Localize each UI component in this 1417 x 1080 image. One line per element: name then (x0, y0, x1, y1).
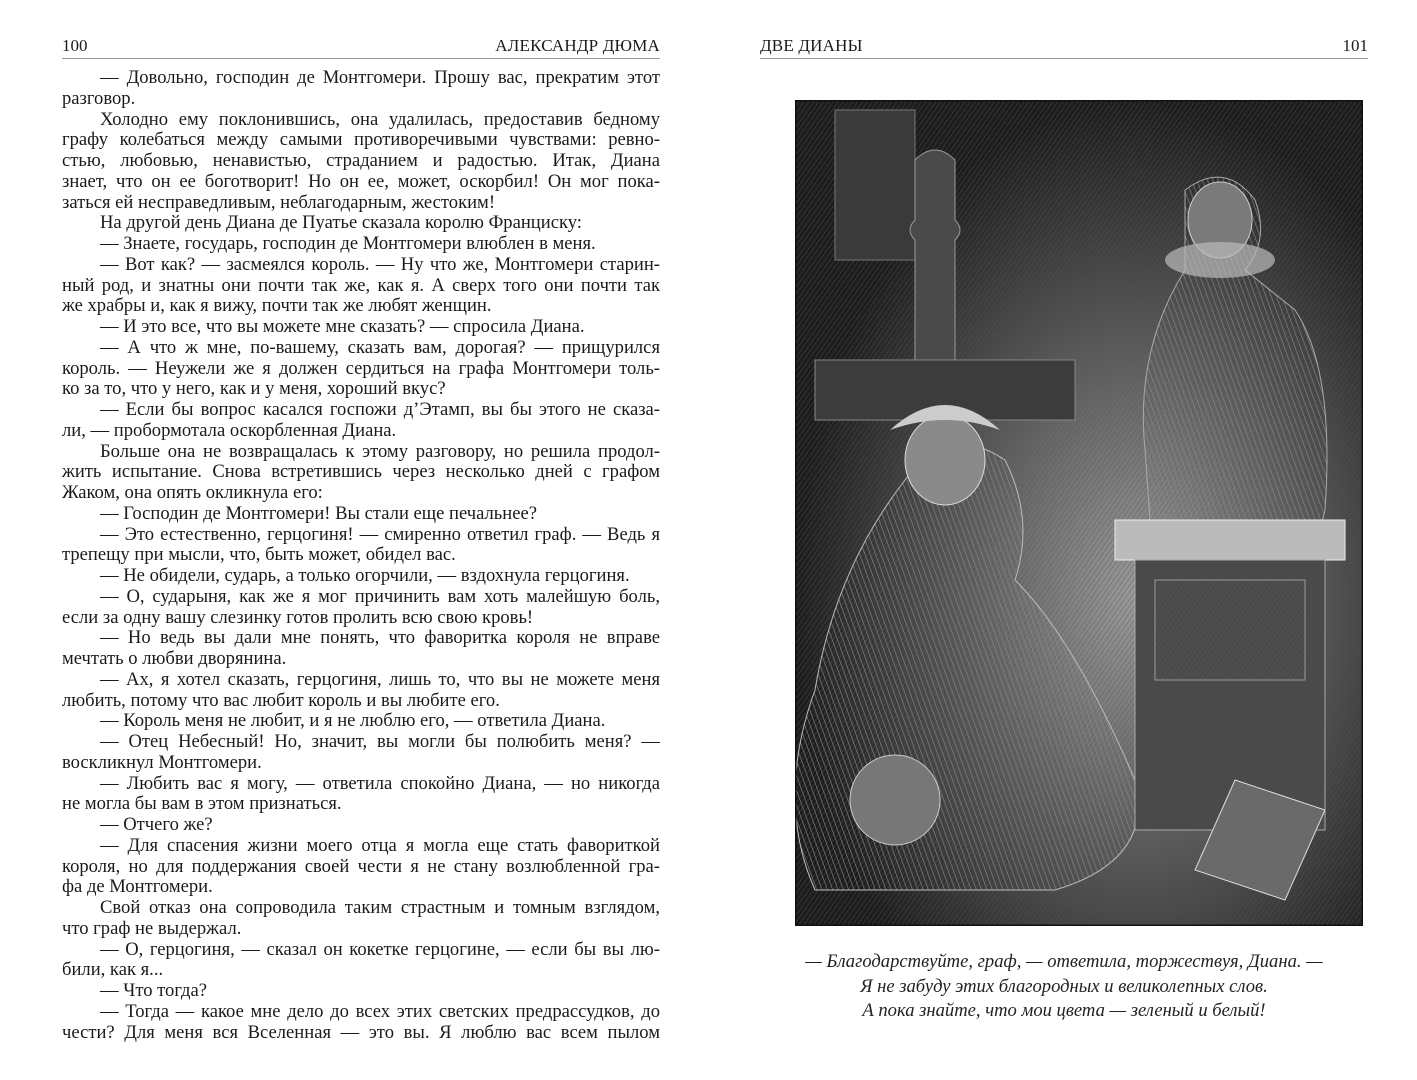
text-line: заться ей несправедливым, неблагодарным, жестоким! (62, 191, 496, 213)
text-line: фа де Монтгомери. (62, 876, 213, 898)
text-line: — Для спасения жизни моего отца я могла еще стать фавориткой (100, 834, 660, 856)
text-line: Свой отказ она сопроводила таким страстным и томным взглядом, (100, 897, 660, 918)
text-line: — Что тогда? (100, 980, 207, 1001)
text-line: не могла бы вам в этом признаться. (62, 793, 342, 815)
caption-line: — Благодарствуйте, граф, — ответила, торжествуя, Диана. — (805, 951, 1323, 972)
left-page (62, 0, 660, 1080)
text-line: любить, потому что вас любит король и вы любите его. (62, 689, 500, 711)
text-line: Больше она не возвращалась к этому разговору, но решила продол- (100, 440, 660, 462)
text-line: разговор. (62, 87, 136, 109)
text-line: графу колебаться между самыми противоречивыми чувствами: ревно- (62, 129, 660, 151)
text-line: жить испытание. Снова встретившись через несколько дней с графом (62, 461, 660, 483)
right-page (760, 0, 1368, 1080)
illustration-caption (760, 950, 1368, 1024)
text-line: — Тогда — какое мне дело до всех этих светских предрассудков, до (100, 1000, 660, 1022)
text-line: — Отец Небесный! Но, значит, вы могли бы полюбить меня? — (100, 731, 660, 752)
text-line: — Довольно, господин де Монтгомери. Прошу вас, прекратим этот (100, 67, 660, 88)
text-line: короля, но для поддержания своей чести я не стану возлюбленной гра- (62, 855, 660, 877)
text-line: если за одну вашу слезинку готов пролить всю свою кровь! (62, 606, 534, 628)
engraving-illustration-icon (795, 100, 1363, 926)
text-line: знает, что он ее боготворит! Но он ее, может, оскорбил! Он мог пока- (62, 170, 660, 192)
body-text (62, 68, 660, 1043)
running-head-author: АЛЕКСАНДР ДЮМА (495, 36, 660, 55)
text-line: — О, сударыня, как же я мог причинить вам хоть малейшую боль, (100, 585, 660, 607)
text-line: — Вот как? — засмеялся король. — Ну что же, Монтгомери старин- (100, 253, 660, 275)
text-line: — А что ж мне, по-вашему, сказать вам, дорогая? — прищурился (100, 336, 660, 358)
text-line: трепещу при мысли, что, быть может, обидел вас. (62, 544, 456, 566)
text-line: воскликнул Монтгомери. (62, 751, 262, 773)
text-line: же храбры и, как я вижу, почти так же любят женщин. (62, 295, 492, 317)
text-line: — Господин де Монтгомери! Вы стали еще печальнее? (100, 502, 537, 524)
text-line: ный род, и знатны они почти так же, как я. А сверх того они почти так (62, 274, 660, 296)
text-line: стью, любовью, ненавистью, страданием и радостью. Итак, Диана (62, 150, 660, 171)
text-line: Холодно ему поклонившись, она удалилась, предоставив бедному (100, 108, 660, 130)
caption-line: А пока знайте, что мои цвета — зеленый и белый! (862, 1000, 1266, 1021)
text-line: — Отчего же? (100, 814, 213, 835)
text-line: — Не обидели, сударь, а только огорчили, — вздохнула герцогиня. (100, 565, 630, 586)
text-line: мечтать о любви дворянина. (62, 648, 287, 669)
text-line: — Но ведь вы дали мне понять, что фаворитка короля не вправе (100, 627, 660, 649)
text-line: — Это естественно, герцогиня! — смиренно ответил граф. — Ведь я (100, 523, 660, 545)
page-number: 101 (1342, 36, 1368, 55)
text-line: — Ах, я хотел сказать, герцогиня, лишь то, что вы не можете меня (100, 668, 660, 690)
running-head-title: ДВЕ ДИАНЫ (760, 36, 863, 55)
text-line: На другой день Диана де Пуатье сказала королю Франциску: (100, 212, 582, 234)
text-line: — И это все, что вы можете мне сказать? — спросила Диана. (100, 316, 585, 337)
text-line: — О, герцогиня, — сказал он кокетке герцогине, — если бы вы лю- (100, 938, 660, 960)
text-line: ли, — пробормотала оскорбленная Диана. (62, 419, 397, 441)
text-line: — Знаете, государь, господин де Монтгомери влюблен в меня. (100, 233, 596, 254)
text-line: Жаком, она опять окликнула его: (62, 482, 323, 503)
text-line: били, как я... (62, 959, 164, 981)
running-header (760, 36, 1368, 59)
running-header (62, 36, 660, 59)
text-line: — Король меня не любит, и я не люблю его, — ответила Диана. (100, 710, 606, 732)
text-line: что граф не выдержал. (62, 917, 242, 939)
caption-line: Я не забуду этих благородных и великолепных слов. (860, 975, 1268, 997)
text-line: — Если бы вопрос касался госпожи д’Этамп, вы бы этого не сказа- (100, 399, 660, 420)
page-number: 100 (62, 36, 88, 55)
text-line: ко за то, что у него, как и у меня, хороший вкус? (62, 378, 446, 400)
text-line: — Любить вас я могу, — ответила спокойно Диана, — но никогда (100, 772, 660, 794)
text-line: чести? Для меня вся Вселенная — это вы. Я люблю вас всем пылом (62, 1021, 660, 1043)
text-line: король. — Неужели же я должен сердиться на графа Монтгомери толь- (62, 357, 660, 379)
